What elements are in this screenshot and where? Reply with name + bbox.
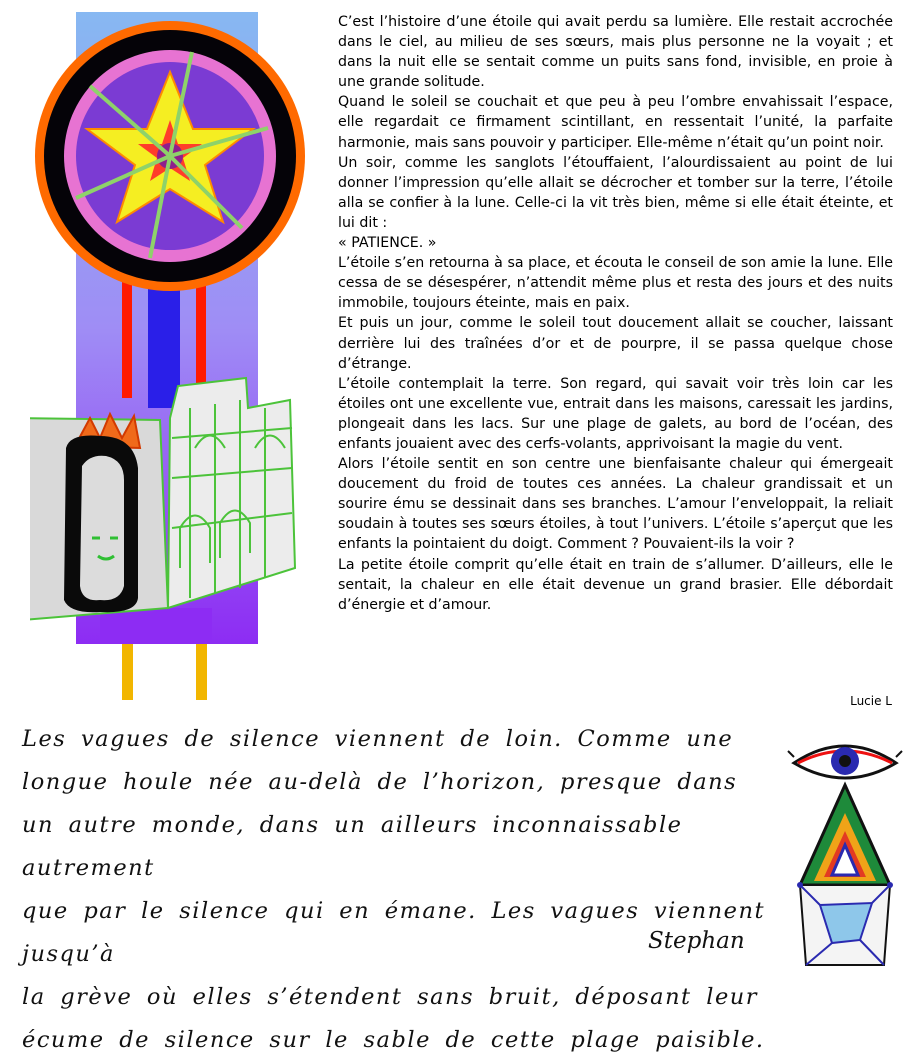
handwritten-line: longue houle née au-delà de l’horizon, presque dans [22, 769, 738, 795]
handwritten-text [22, 718, 767, 1062]
star-house-drawing [30, 8, 330, 708]
handwritten-author: Stephan [648, 928, 745, 954]
story-paragraph: L’étoile s’en retourna à sa place, et écouta le conseil de son amie la lune. Elle cessa de se désespérer, n’attendit même plus et resta des jours et des nuits immobile, toujours éteinte, mais en paix. [338, 255, 893, 312]
handwritten-line: Les vagues de silence viennent de loin. Comme une [22, 726, 734, 752]
story-paragraph: L’étoile contemplait la terre. Son regard, qui savait voir très loin car les étoiles ont une excellente vue, entrait dans les maisons, caressait les jardins, plongeait dans les lacs. Sur une plage de galets, au bord de l’océan, des enfants jouaient avec des cerfs-volants, apprivoisant la magie du vent. [338, 375, 893, 452]
handwritten-line: que par le silence qui en émane. Les vagues viennent jusqu’à [22, 898, 765, 967]
story-paragraph: Et puis un jour, comme le soleil tout doucement allait se coucher, laissant derrière lui des traînées d’or et de pourpre, il se passa quelque chose d’étrange. [338, 315, 893, 372]
story-paragraph: Un soir, comme les sanglots l’étouffaient, l’alourdissaient au point de lui donner l’impression qu’elle allait se décrocher et tomber sur la terre, l’étoile alla se confier à la lune. Celle-ci la vit très bien, même si elle était éteinte, et lui dit : [338, 154, 893, 231]
handwritten-line: écume de silence sur le sable de cette plage paisible. [22, 1027, 765, 1053]
story-paragraph: La petite étoile comprit qu’elle était en train de s’allumer. D’ailleurs, elle le sentait, la chaleur en elle était devenue un grand brasier. Elle débordait d’énergie et d’amour. [338, 556, 893, 613]
story-author: Lucie L [850, 694, 892, 708]
story-text [338, 12, 893, 615]
story-paragraph: C’est l’histoire d’une étoile qui avait perdu sa lumière. Elle restait accrochée dans le ciel, au milieu de ses sœurs, mais plus personne ne la voyait ; et dans la nuit elle se sentait comme un puits sans fond, invisible, en proie à une grande solitude. [338, 14, 893, 91]
story-paragraph: Quand le soleil se couchait et que peu à peu l’ombre envahissait l’espace, elle regardait ce firmament scintillant, en ressentait l’unité, la parfaite harmonie, mais sans pouvoir y participer. Elle-même n’était qu’un point noir. [338, 94, 893, 151]
handwritten-line: la grève où elles s’étendent sans bruit, déposant leur [22, 984, 759, 1010]
story-paragraph: « PATIENCE. » [338, 235, 437, 252]
story-paragraph: Alors l’étoile sentit en son centre une bienfaisante chaleur qui émergeait doucement du froid de toutes ces années. La chaleur grandissait et un sourire ému se dessinait dans ses branches. L’amour l’enveloppait, la reliait soudain à toutes ses sœurs étoiles, à tout l’univers. L’étoile s’aperçut que les enfants la pointaient du doigt. Comment ? Pouvaient-ils la voir ? [338, 456, 893, 553]
handwritten-line: un autre monde, dans un ailleurs inconnaissable autrement [22, 812, 683, 881]
eye-pyramid-drawing [780, 735, 910, 967]
